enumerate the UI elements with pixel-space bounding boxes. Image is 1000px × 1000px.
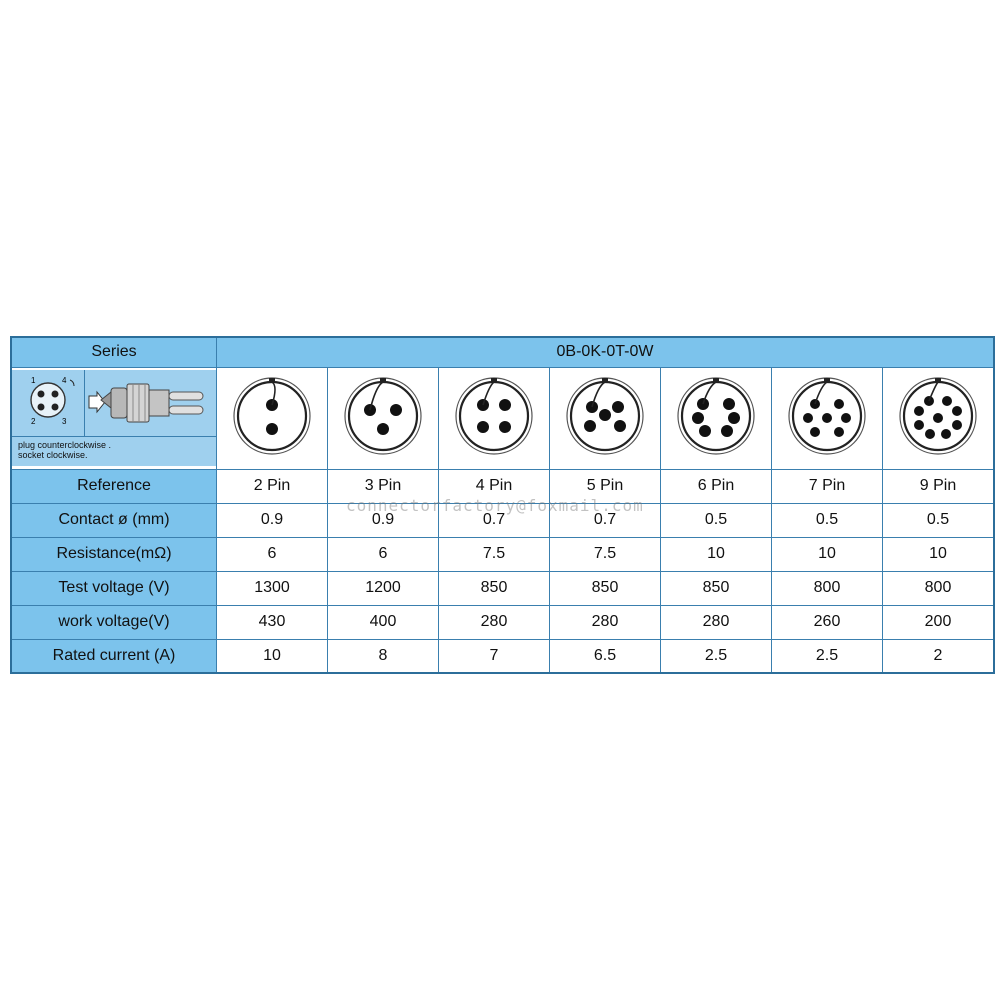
pin-contact bbox=[499, 399, 511, 411]
pin-layout-4 bbox=[439, 367, 550, 469]
pin-contact bbox=[499, 421, 511, 433]
key-notch bbox=[380, 378, 386, 382]
connector-outer-ring bbox=[234, 378, 310, 454]
pin-contact bbox=[941, 429, 951, 439]
pin-number-3: 3 bbox=[62, 417, 67, 426]
cell-value: 280 bbox=[661, 605, 772, 639]
plug-assembly-diagram bbox=[85, 370, 216, 437]
arrow-right-icon bbox=[89, 392, 105, 412]
cell-value: 1300 bbox=[217, 571, 328, 605]
key-notch bbox=[713, 378, 719, 382]
series-value: 0B-0K-0T-0W bbox=[217, 337, 995, 367]
pin-contact bbox=[914, 406, 924, 416]
pin-layout-6 bbox=[661, 367, 772, 469]
connector-outer-ring bbox=[345, 378, 421, 454]
pin-layout-2-pin-icon bbox=[217, 368, 327, 464]
pin-layout-5-pin-icon bbox=[550, 368, 660, 464]
cell-value: 1200 bbox=[328, 571, 439, 605]
connector-spec-table bbox=[10, 336, 995, 674]
pin-layout-5 bbox=[550, 367, 661, 469]
pin-contact bbox=[728, 412, 740, 424]
cell-value: 0.7 bbox=[550, 503, 661, 537]
cell-value: 6 bbox=[217, 537, 328, 571]
caption-line-2: socket clockwise. bbox=[18, 450, 88, 460]
rated-current-row bbox=[11, 639, 994, 673]
pin-layout-9 bbox=[883, 367, 995, 469]
pin-number-1: 1 bbox=[31, 376, 36, 385]
connector-outer-ring bbox=[678, 378, 754, 454]
pin-layout-2 bbox=[217, 367, 328, 469]
pin-label: 7 Pin bbox=[772, 469, 883, 503]
cell-value: 0.5 bbox=[661, 503, 772, 537]
pin-contact bbox=[377, 423, 389, 435]
pin-contact bbox=[612, 401, 624, 413]
cell-value: 7.5 bbox=[550, 537, 661, 571]
cell-value: 280 bbox=[550, 605, 661, 639]
row-label: Test voltage (V) bbox=[11, 571, 217, 605]
cell-value: 850 bbox=[439, 571, 550, 605]
caption-line-1: plug counterclockwise . bbox=[18, 440, 112, 450]
cell-value: 2 bbox=[883, 639, 995, 673]
pin-layout-3 bbox=[328, 367, 439, 469]
pin-label: 3 Pin bbox=[328, 469, 439, 503]
test-voltage-row bbox=[11, 571, 994, 605]
pin-contact bbox=[952, 406, 962, 416]
pin-contact bbox=[952, 420, 962, 430]
watermark: connectorfactory@foxmail.com bbox=[346, 496, 644, 515]
pin-contact bbox=[834, 399, 844, 409]
row-label: work voltage(V) bbox=[11, 605, 217, 639]
key-notch bbox=[824, 378, 830, 382]
row-label: Rated current (A) bbox=[11, 639, 217, 673]
pin-contact bbox=[723, 398, 735, 410]
cell-value: 0.5 bbox=[772, 503, 883, 537]
pin-diagram-row bbox=[11, 367, 994, 469]
pin-number-2: 2 bbox=[31, 417, 36, 426]
contact-diameter-row bbox=[11, 503, 994, 537]
reference-row bbox=[11, 469, 994, 503]
pin-layout-4-pin-icon bbox=[439, 368, 549, 464]
pin-contact bbox=[599, 409, 611, 421]
key-notch bbox=[491, 378, 497, 382]
cell-value: 0.5 bbox=[883, 503, 995, 537]
pin-label: 5 Pin bbox=[550, 469, 661, 503]
resistance-row bbox=[11, 537, 994, 571]
work-voltage-row bbox=[11, 605, 994, 639]
pin-layout-7 bbox=[772, 367, 883, 469]
cell-value: 0.9 bbox=[217, 503, 328, 537]
cell-value: 10 bbox=[217, 639, 328, 673]
pin-contact bbox=[584, 420, 596, 432]
row-label: Resistance(mΩ) bbox=[11, 537, 217, 571]
pin-layout-7-pin-icon bbox=[772, 368, 882, 464]
cell-value: 10 bbox=[883, 537, 995, 571]
pin-contact bbox=[803, 413, 813, 423]
cell-value: 8 bbox=[328, 639, 439, 673]
cell-value: 10 bbox=[772, 537, 883, 571]
pin-contact bbox=[721, 425, 733, 437]
cell-value: 2.5 bbox=[772, 639, 883, 673]
connector-outer-ring bbox=[456, 378, 532, 454]
key-notch bbox=[935, 378, 941, 382]
pin-contact bbox=[810, 427, 820, 437]
pin-contact bbox=[614, 420, 626, 432]
pin-label: 6 Pin bbox=[661, 469, 772, 503]
cell-value: 430 bbox=[217, 605, 328, 639]
assembly-diagram-cell bbox=[11, 367, 217, 469]
cell-value: 800 bbox=[883, 571, 995, 605]
rotation-caption bbox=[12, 437, 216, 466]
row-label: Contact ø (mm) bbox=[11, 503, 217, 537]
cell-value: 260 bbox=[772, 605, 883, 639]
cell-value: 280 bbox=[439, 605, 550, 639]
pin-contact bbox=[692, 412, 704, 424]
cell-value: 850 bbox=[550, 571, 661, 605]
pin-contact bbox=[925, 429, 935, 439]
cell-value: 10 bbox=[661, 537, 772, 571]
series-label: Series bbox=[11, 337, 217, 367]
pin-layout-3-pin-icon bbox=[328, 368, 438, 464]
key-notch bbox=[602, 378, 608, 382]
cell-value: 850 bbox=[661, 571, 772, 605]
cell-value: 7 bbox=[439, 639, 550, 673]
pin-contact bbox=[699, 425, 711, 437]
pin-contact bbox=[822, 413, 832, 423]
pin-layout-9-pin-icon bbox=[883, 368, 993, 464]
cell-value: 400 bbox=[328, 605, 439, 639]
cell-value: 2.5 bbox=[661, 639, 772, 673]
pin-contact bbox=[834, 427, 844, 437]
socket-face-diagram bbox=[12, 370, 85, 437]
cell-value: 200 bbox=[883, 605, 995, 639]
cell-value: 7.5 bbox=[439, 537, 550, 571]
pin-number-4: 4 bbox=[62, 376, 67, 385]
reference-label: Reference bbox=[11, 469, 217, 503]
pin-contact bbox=[841, 413, 851, 423]
pin-contact bbox=[933, 413, 943, 423]
pin-contact bbox=[477, 421, 489, 433]
pin-contact bbox=[914, 420, 924, 430]
pin-label: 9 Pin bbox=[883, 469, 995, 503]
cell-value: 800 bbox=[772, 571, 883, 605]
cell-value: 6.5 bbox=[550, 639, 661, 673]
cell-value: 0.7 bbox=[439, 503, 550, 537]
pin-layout-6-pin-icon bbox=[661, 368, 771, 464]
key-notch bbox=[269, 378, 275, 382]
cell-value: 0.9 bbox=[328, 503, 439, 537]
pin-contact bbox=[390, 404, 402, 416]
pin-contact bbox=[266, 423, 278, 435]
pin-contact bbox=[942, 396, 952, 406]
pin-label: 2 Pin bbox=[217, 469, 328, 503]
pin-label: 4 Pin bbox=[439, 469, 550, 503]
cell-value: 6 bbox=[328, 537, 439, 571]
